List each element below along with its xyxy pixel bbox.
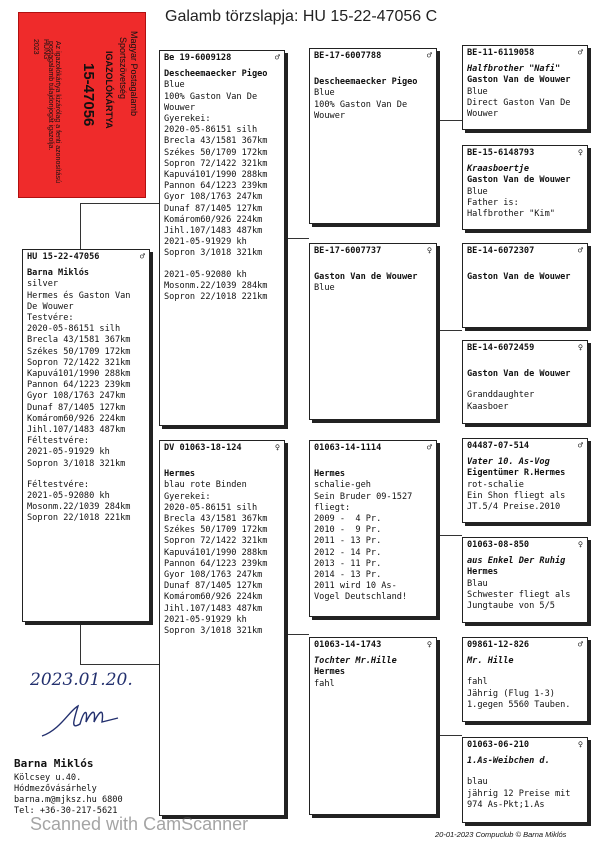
- card-line: Blue: [314, 88, 335, 99]
- card-line: 2020-05-86151 silh: [164, 502, 258, 513]
- footer: 20-01-2023 Compuclub © Barna Miklós: [435, 830, 567, 839]
- connector: [440, 735, 462, 736]
- card-line: Hermes: [314, 667, 346, 678]
- card-doc-type: IGAZOLÓKÁRTYA: [104, 51, 114, 129]
- card-line: 1.gegen 5560 Tauben.: [467, 699, 571, 710]
- ring-number: BE-15-6148793: [467, 148, 535, 158]
- owner-info: [14, 758, 123, 817]
- great-grandparent-card: [462, 637, 588, 722]
- card-line: blau rote Binden: [164, 480, 247, 491]
- card-year: 2023: [32, 39, 39, 55]
- card-line: Sopron 72/1422 321km: [27, 357, 131, 368]
- owner-city: Hódmezővásárhely: [14, 784, 97, 794]
- card-line: 1.As-Weibchen d.: [467, 756, 550, 767]
- connector: [440, 330, 462, 331]
- card-line: 2021-05-92080 kh: [27, 491, 110, 502]
- card-line: Gyor 108/1763 247km: [164, 192, 263, 203]
- card-line: Vogel Deutschland!: [314, 592, 408, 603]
- card-line: 2013 - 11 Pr.: [314, 558, 382, 569]
- card-line: Gaston Van de Wouwer: [467, 175, 571, 186]
- card-line: Pannon 64/1223 239km: [164, 558, 268, 569]
- ring-number: BE-17-6007788: [314, 51, 382, 61]
- card-line: [467, 667, 583, 677]
- card-line: Wouwer: [314, 110, 346, 121]
- paternal-grandfather-card: [309, 48, 437, 224]
- card-line: Sein Bruder 09-1527: [314, 491, 413, 502]
- sex-icon: ♀: [577, 740, 583, 750]
- great-grandparent-card: [462, 537, 588, 623]
- card-line: Vater 10. As-Vog: [467, 457, 550, 468]
- card-line: 100% Gaston Van De: [164, 91, 258, 102]
- card-line: rot-schalie: [467, 479, 524, 490]
- sex-icon: ♂: [426, 51, 432, 61]
- ring-number: 01063-08-850: [467, 540, 530, 550]
- card-org: Magyar Postagalamb: [129, 31, 139, 117]
- sex-icon: ♂: [577, 441, 583, 451]
- connector: [285, 634, 309, 635]
- card-line: Testvére:: [27, 313, 74, 324]
- card-line: Hermes: [314, 469, 346, 480]
- sex-icon: ♀: [577, 148, 583, 158]
- card-line: Kapuvá101/1990 288km: [164, 547, 268, 558]
- owner-phone: Tel: +36-30-217-5621: [14, 806, 118, 816]
- card-line: Gyor 108/1763 247km: [164, 570, 263, 581]
- card-line: Jihl.107/1483 487km: [164, 603, 263, 614]
- card-line: Brecla 43/1581 367km: [164, 514, 268, 525]
- card-note: Az igazolókártya kizárólag a fenti azonosítású postagalamb tulajdonjogát igazolja.: [47, 41, 61, 184]
- sex-icon: ♂: [577, 640, 583, 650]
- ring-number: 01063-06-210: [467, 740, 530, 750]
- card-line: [467, 380, 583, 390]
- card-line: Kraasboertje: [467, 164, 530, 175]
- card-line: 100% Gaston Van De: [314, 99, 408, 110]
- ring-number: Be 19-6009128: [164, 53, 232, 63]
- card-line: Kapuvá101/1990 288km: [27, 369, 131, 380]
- ring-number: BE-14-6072307: [467, 246, 535, 256]
- card-line: [467, 767, 583, 777]
- owner-email: barna.m@mjksz.hu 6800: [14, 795, 123, 805]
- card-line: Komárom60/926 224km: [164, 214, 263, 225]
- connector: [285, 238, 309, 239]
- card-line: Székes 50/1709 172km: [27, 346, 131, 357]
- card-line: 2014 - 13 Pr.: [314, 570, 382, 581]
- owner-name: Barna Miklós: [14, 757, 94, 770]
- card-line: Gaston Van de Wouwer: [467, 75, 571, 86]
- card-line: Pannon 64/1223 239km: [164, 181, 268, 192]
- card-line: Sopron 72/1422 321km: [164, 536, 268, 547]
- card-line: Dunaf 87/1405 127km: [164, 203, 263, 214]
- sex-icon: ♂: [139, 252, 145, 262]
- card-line: Tochter Mr.Hille: [314, 656, 397, 667]
- card-line: Hermes: [164, 469, 196, 480]
- card-line: [164, 459, 280, 469]
- card-line: fliegt:: [314, 502, 351, 513]
- pedigree-title: Galamb törzslapja: HU 15-22-47056 C: [165, 8, 438, 25]
- card-line: Mosonm.22/1039 284km: [164, 280, 268, 291]
- card-line: Wouwer: [164, 102, 196, 113]
- card-line: Féltestvére:: [27, 436, 90, 447]
- card-line: Gyerekei:: [164, 114, 211, 125]
- card-line: 2010 - 9 Pr.: [314, 525, 382, 536]
- card-line: 2021-05-92080 kh: [164, 269, 247, 280]
- signature-date: 2023.01.20.: [30, 670, 133, 690]
- great-grandparent-card: [462, 340, 588, 424]
- card-line: 2009 - 4 Pr.: [314, 514, 382, 525]
- card-line: Gaston Van de Wouwer: [314, 272, 418, 283]
- ring-number: BE-17-6007737: [314, 246, 382, 256]
- great-grandparent-card: [462, 737, 588, 823]
- card-line: [314, 459, 432, 469]
- paternal-grandmother-card: [309, 243, 437, 420]
- card-line: Sopron 3/1018 321km: [27, 458, 126, 469]
- card-line: Jungtaube von 5/5: [467, 601, 555, 612]
- card-line: Dunaf 87/1405 127km: [27, 402, 126, 413]
- card-line: Wouwer: [467, 109, 499, 120]
- card-line: Komárom60/926 224km: [164, 592, 263, 603]
- card-line: Halfbrother "Nafi": [467, 64, 561, 75]
- connector: [80, 203, 159, 204]
- card-line: [467, 359, 583, 369]
- ring-number: DV 01063-18-124: [164, 443, 242, 453]
- card-line: Blue: [164, 80, 185, 91]
- mother-card: [159, 440, 285, 816]
- maternal-grandfather-card: [309, 440, 437, 617]
- great-grandparent-card: [462, 438, 588, 523]
- card-line: Blau: [467, 578, 488, 589]
- subject-card: [22, 249, 150, 622]
- card-line: aus Enkel Der Ruhig: [467, 556, 566, 567]
- signature-icon: [40, 700, 120, 740]
- card-line: 2021-05-91929 kh: [164, 614, 247, 625]
- card-line: 2021-05-91929 kh: [27, 447, 110, 458]
- sex-icon: ♀: [577, 343, 583, 353]
- card-line: Gaston Van de Wouwer: [467, 369, 571, 380]
- card-line: Kaasboer: [467, 401, 509, 412]
- card-line: [164, 260, 280, 270]
- card-line: Schwester fliegt als: [467, 589, 571, 600]
- card-line: Granddaughter: [467, 390, 535, 401]
- sex-icon: ♂: [426, 443, 432, 453]
- card-line: 2020-05-86151 silh: [164, 125, 258, 136]
- registration-card: [18, 12, 146, 198]
- ring-number: 01063-14-1114: [314, 443, 382, 453]
- card-line: Jihl.107/1483 487km: [164, 226, 263, 237]
- card-line: 2011 - 13 Pr.: [314, 536, 382, 547]
- card-line: Brecla 43/1581 367km: [27, 335, 131, 346]
- card-line: silver: [27, 279, 59, 290]
- ring-number: BE-11-6119058: [467, 48, 535, 58]
- card-line: Mosonm.22/1039 284km: [27, 502, 131, 513]
- great-grandparent-card: [462, 145, 588, 230]
- card-line: Hermes és Gaston Van: [27, 290, 131, 301]
- connector: [80, 622, 81, 665]
- card-line: schalie-geh: [314, 480, 371, 491]
- sex-icon: ♂: [274, 53, 280, 63]
- card-line: [314, 262, 432, 272]
- card-line: 2020-05-86151 silh: [27, 324, 121, 335]
- connector: [440, 120, 462, 121]
- card-line: Blue: [467, 186, 488, 197]
- card-line: [27, 470, 145, 480]
- card-line: Sopron 22/1018 221km: [164, 292, 268, 303]
- connector: [80, 664, 159, 665]
- card-ring-number: 15-47056: [80, 63, 97, 127]
- card-line: Mr. Hille: [467, 656, 514, 667]
- card-line: Blue: [467, 86, 488, 97]
- card-line: Descheemaecker Pigeo: [314, 77, 418, 88]
- card-line: Dunaf 87/1405 127km: [164, 581, 263, 592]
- ring-number: BE-14-6072459: [467, 343, 535, 353]
- sex-icon: ♂: [577, 246, 583, 256]
- card-line: Halfbrother "Kim": [467, 209, 555, 220]
- card-line: Sopron 3/1018 321km: [164, 626, 263, 637]
- scanner-watermark: Scanned with CamScanner: [30, 814, 249, 834]
- card-line: Jährig (Flug 1-3): [467, 688, 555, 699]
- sex-icon: ♀: [426, 246, 432, 256]
- ring-number: 09861-12-826: [467, 640, 530, 650]
- card-line: Father is:: [467, 197, 519, 208]
- card-line: [314, 67, 432, 77]
- card-line: Féltestvére:: [27, 479, 90, 490]
- card-line: Brecla 43/1581 367km: [164, 136, 268, 147]
- card-line: 2012 - 14 Pr.: [314, 547, 382, 558]
- card-line: Eigentümer R.Hermes: [467, 468, 566, 479]
- card-line: Pannon 64/1223 239km: [27, 380, 131, 391]
- card-line: Hermes: [467, 567, 499, 578]
- card-line: Gaston Van de Wouwer: [467, 272, 571, 283]
- card-line: Direct Gaston Van De: [467, 97, 571, 108]
- card-line: Jihl.107/1483 487km: [27, 425, 126, 436]
- card-line: Sopron 72/1422 321km: [164, 158, 268, 169]
- card-org2: Sportszövetség: [118, 37, 128, 100]
- sex-icon: ♀: [274, 443, 280, 453]
- sex-icon: ♀: [426, 640, 432, 650]
- card-line: jährig 12 Preise mit: [467, 788, 571, 799]
- connector: [80, 203, 81, 249]
- card-line: Ein Shon fliegt als: [467, 490, 566, 501]
- card-country: HUNG: [42, 39, 49, 60]
- great-grandparent-card: [462, 243, 588, 328]
- sex-icon: ♂: [577, 48, 583, 58]
- card-line: [467, 262, 583, 272]
- connector: [440, 535, 462, 536]
- father-card: [159, 50, 285, 426]
- card-line: fahl: [467, 677, 488, 688]
- card-line: Komárom60/926 224km: [27, 413, 126, 424]
- card-line: Gyor 108/1763 247km: [27, 391, 126, 402]
- owner-address: Kölcsey u.40.: [14, 773, 82, 783]
- ring-number: HU 15-22-47056: [27, 252, 100, 262]
- card-line: Sopron 3/1018 321km: [164, 248, 263, 259]
- great-grandparent-card: [462, 45, 588, 130]
- sex-icon: ♀: [577, 540, 583, 550]
- card-line: 2011 wird 10 As-: [314, 581, 397, 592]
- card-line: Barna Miklós: [27, 268, 90, 279]
- card-line: Descheemaecker Pigeo: [164, 69, 268, 80]
- card-line: Kapuvá101/1990 288km: [164, 170, 268, 181]
- card-line: Gyerekei:: [164, 491, 211, 502]
- card-line: JT.5/4 Preise.2010: [467, 502, 561, 513]
- ring-number: 01063-14-1743: [314, 640, 382, 650]
- card-line: fahl: [314, 678, 335, 689]
- maternal-grandmother-card: [309, 637, 437, 815]
- card-line: blau: [467, 777, 488, 788]
- card-line: Székes 50/1709 172km: [164, 525, 268, 536]
- card-line: Sopron 22/1018 221km: [27, 513, 131, 524]
- ring-number: 04487-07-514: [467, 441, 530, 451]
- card-line: De Wouwer: [27, 301, 74, 312]
- card-line: 2021-05-91929 kh: [164, 237, 247, 248]
- card-line: Blue: [314, 283, 335, 294]
- card-line: Székes 50/1709 172km: [164, 147, 268, 158]
- card-line: 974 As-Pkt;1.As: [467, 799, 545, 810]
